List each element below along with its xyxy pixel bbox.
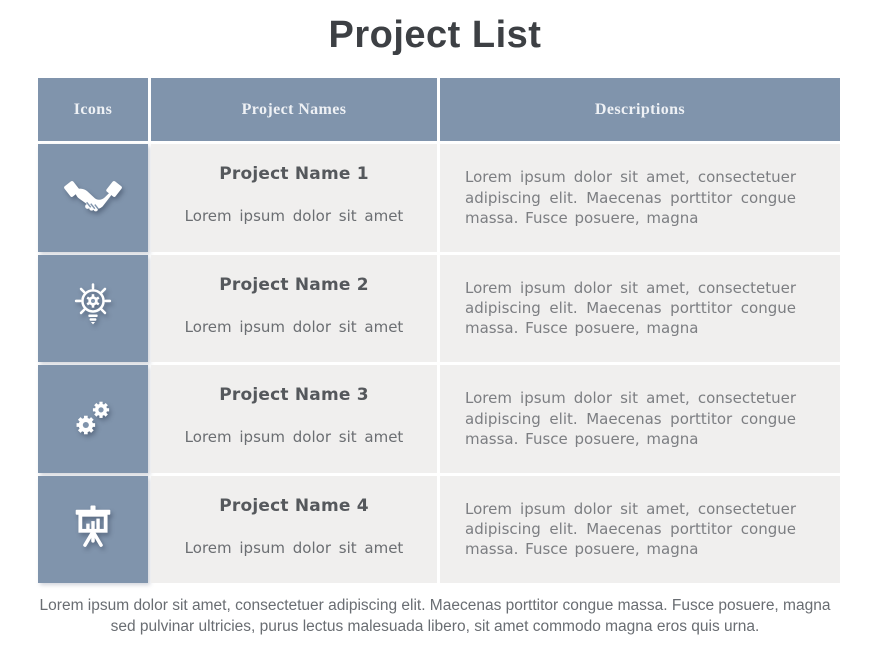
name-cell-row2 <box>151 255 437 363</box>
project-table <box>38 78 840 583</box>
name-cell-row3 <box>151 365 437 473</box>
project-name: Project Name 1 <box>219 164 369 184</box>
project-description: Lorem ipsum dolor sit amet, consectetuer adipiscing elit. Maecenas porttitor congue massa. Fusce posuere, magna <box>465 499 796 559</box>
presentation-chart-icon <box>66 500 120 558</box>
project-description: Lorem ipsum dolor sit amet, consectetuer adipiscing elit. Maecenas porttitor congue massa. Fusce posuere, magna <box>465 278 796 338</box>
icon-cell-row1 <box>38 144 148 252</box>
project-subtitle: Lorem ipsum dolor sit amet <box>184 317 404 336</box>
icon-cell-row3 <box>38 365 148 473</box>
name-cell-row1 <box>151 144 437 252</box>
page-title: Project List <box>328 14 542 56</box>
column-header-icons: Icons <box>38 78 148 141</box>
project-name: Project Name 3 <box>219 385 369 405</box>
gears-icon <box>66 390 120 448</box>
description-cell-row1 <box>440 144 840 252</box>
idea-bulb-gear-icon <box>66 279 120 337</box>
column-header-project-names: Project Names <box>151 78 437 141</box>
project-name: Project Name 4 <box>219 495 369 516</box>
project-description: Lorem ipsum dolor sit amet, consectetuer adipiscing elit. Maecenas porttitor congue massa. Fusce posuere, magna <box>465 389 796 448</box>
column-header-descriptions: Descriptions <box>440 78 840 141</box>
icon-cell-row2 <box>38 255 148 363</box>
project-subtitle: Lorem ipsum dolor sit amet <box>184 538 404 557</box>
description-cell-row4 <box>440 476 840 584</box>
icon-cell-row4 <box>38 476 148 584</box>
project-description: Lorem ipsum dolor sit amet, consectetuer adipiscing elit. Maecenas porttitor congue massa. Fusce posuere, magna <box>465 168 796 227</box>
project-name: Project Name 2 <box>219 274 369 295</box>
handshake-icon <box>64 167 122 229</box>
name-cell-row4 <box>151 476 437 584</box>
footer-paragraph: Lorem ipsum dolor sit amet, consectetuer adipiscing elit. Maecenas porttitor congue massa. Fusce posuere, magna sed pulvinar ultricies, purus lectus malesuada libero, sit amet commodo magna eros quis urna. <box>39 597 831 635</box>
project-subtitle: Lorem ipsum dolor sit amet <box>184 428 404 446</box>
project-subtitle: Lorem ipsum dolor sit amet <box>184 207 404 225</box>
description-cell-row2 <box>440 255 840 363</box>
description-cell-row3 <box>440 365 840 473</box>
